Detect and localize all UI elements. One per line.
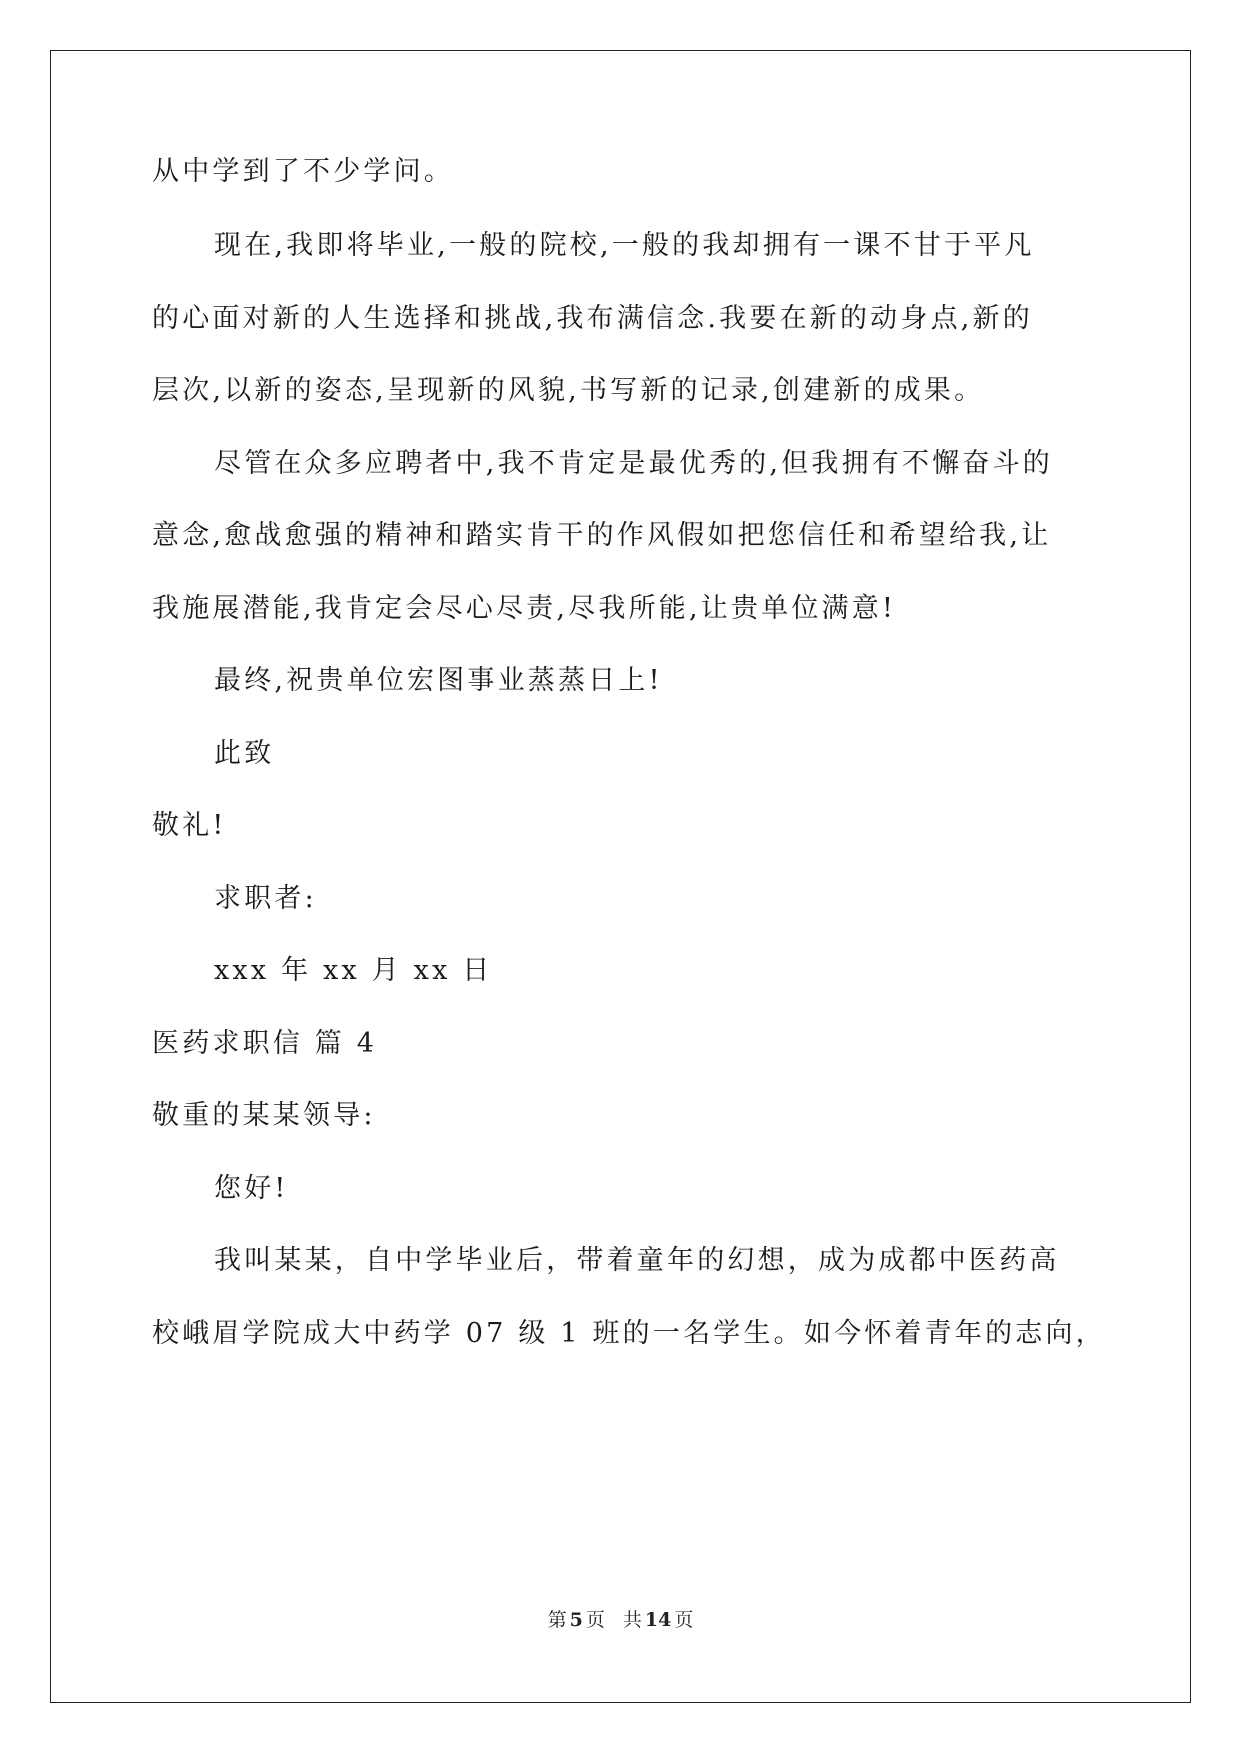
text-line: 意念,愈战愈强的精神和踏实肯干的作风假如把您信任和希望给我,让 bbox=[152, 520, 1052, 551]
text-line: 求职者: bbox=[214, 883, 317, 914]
section-heading: 医药求职信 篇 4 bbox=[152, 1028, 378, 1059]
text-line: 层次,以新的姿态,呈现新的风貌,书写新的记录,创建新的成果。 bbox=[152, 375, 985, 406]
page-number: 5 bbox=[569, 1609, 583, 1631]
text-line: xxx 年 xx 月 xx 日 bbox=[214, 955, 493, 986]
total-prefix: 共 bbox=[622, 1609, 642, 1631]
text-line: 敬礼! bbox=[152, 810, 227, 841]
page-prefix: 第 bbox=[547, 1609, 567, 1631]
text-line: 最终,祝贵单位宏图事业蒸蒸日上! bbox=[214, 665, 663, 696]
text-line: 的心面对新的人生选择和挑战,我布满信念.我要在新的动身点,新的 bbox=[152, 303, 1033, 334]
text-line: 尽管在众多应聘者中,我不肯定是最优秀的,但我拥有不懈奋斗的 bbox=[214, 448, 1053, 479]
text-line: 我施展潜能,我肯定会尽心尽责,尽我所能,让贵单位满意! bbox=[152, 593, 896, 624]
text-line: 从中学到了不少学问。 bbox=[152, 156, 454, 187]
text-line: 此致 bbox=[214, 738, 275, 769]
greeting: 您好! bbox=[214, 1173, 289, 1204]
total-suffix: 页 bbox=[674, 1609, 694, 1631]
salutation: 敬重的某某领导: bbox=[152, 1100, 376, 1131]
text-line: 我叫某某，自中学毕业后，带着童年的幻想，成为成都中医药高 bbox=[214, 1245, 1060, 1276]
total-pages: 14 bbox=[644, 1609, 672, 1631]
page-border bbox=[50, 50, 1191, 1703]
text-line: 现在,我即将毕业,一般的院校,一般的我却拥有一课不甘于平凡 bbox=[214, 230, 1035, 261]
text-line: 校峨眉学院成大中药学 07 级 1 班的一名学生。如今怀着青年的志向， bbox=[152, 1318, 1106, 1349]
page-suffix: 页 bbox=[585, 1609, 605, 1631]
page-footer bbox=[0, 1608, 1241, 1632]
